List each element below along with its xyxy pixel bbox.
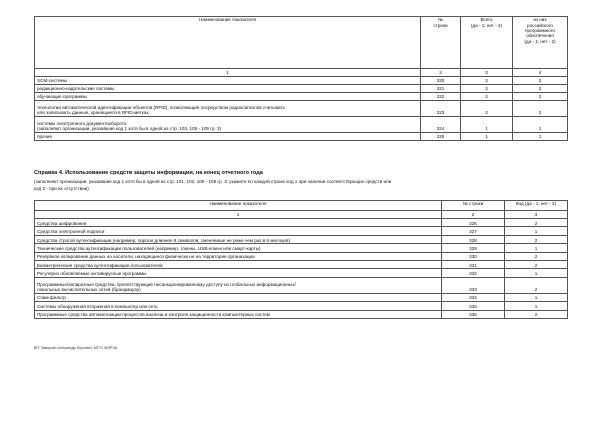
table2-header-code: Код (да - 1; нет - 2) bbox=[505, 201, 568, 211]
table1-cell-line: 323 bbox=[421, 101, 461, 117]
table2-cell-code: 2 bbox=[505, 252, 568, 260]
table2-colnum: 2 bbox=[442, 211, 505, 219]
table1-header-name: Наименование показателя bbox=[35, 17, 421, 69]
table2-cell-line: 326 bbox=[442, 219, 505, 227]
table2-cell-name: Биометрические средства аутентификации пользователей bbox=[35, 260, 442, 268]
table1-cell-total: 1 bbox=[461, 117, 513, 133]
table2-cell-line: 330 bbox=[442, 252, 505, 260]
table2-row bbox=[35, 269, 568, 277]
table1-row bbox=[35, 101, 568, 117]
table2-cell-code: 1 bbox=[505, 293, 568, 301]
table2-cell-name: Средства шифрования bbox=[35, 219, 442, 227]
table2-cell-line: 335 bbox=[442, 302, 505, 310]
table1-cell-russian: 2 bbox=[513, 93, 568, 101]
table1-cell-line: 321 bbox=[421, 85, 461, 93]
table1-cell-name: прочие bbox=[35, 133, 421, 141]
table2-row bbox=[35, 277, 568, 293]
table2-cell-name: Регулярно обновляемые антивирусные программы bbox=[35, 269, 442, 277]
section-title: Справка 4. Использование средств защиты информации, на конец отчетного года bbox=[34, 170, 263, 176]
table2-row bbox=[35, 310, 568, 318]
table2-cell-line: 333 bbox=[442, 277, 505, 293]
table1-row bbox=[35, 77, 568, 85]
table1-header-total: Всего (да - 1; нет - 2) bbox=[461, 17, 513, 69]
table1-cell-russian: 2 bbox=[513, 101, 568, 117]
table1-cell-total: 2 bbox=[461, 93, 513, 101]
table2-cell-code: 1 bbox=[505, 302, 568, 310]
table1-cell-russian: 2 bbox=[513, 85, 568, 93]
table1-cell-line: 325 bbox=[421, 133, 461, 141]
table2-cell-code: 1 bbox=[505, 227, 568, 235]
table2-row bbox=[35, 302, 568, 310]
table1-cell-name: редакционно-издательские системы bbox=[35, 85, 421, 93]
table2-cell-code: 2 bbox=[505, 235, 568, 243]
table2-cell-code: 2 bbox=[505, 310, 568, 318]
table2-cell-name: Системы обнаружения вторжения в компьютер или сеть bbox=[35, 302, 442, 310]
table2-cell-name: Программные/аппаратные средства, препятствующие несанкционированному доступу из глобальных информационных/ локальных вычислительных сетей (брандмауэр) bbox=[35, 277, 442, 293]
table1-cell-name: обучающие программы bbox=[35, 93, 421, 101]
table2-cell-line: 327 bbox=[442, 227, 505, 235]
table2-cell-code: 1 bbox=[505, 244, 568, 252]
table1-cell-russian: 1 bbox=[513, 133, 568, 141]
table2-cell-name: Средства электронной подписи bbox=[35, 227, 442, 235]
table1-colnum: 4 bbox=[513, 69, 568, 77]
table1-colnum-row bbox=[35, 69, 568, 77]
table1-cell-line: 322 bbox=[421, 93, 461, 101]
table1-cell-line: 324 bbox=[421, 117, 461, 133]
table1-colnum: 1 bbox=[35, 69, 421, 77]
table2-cell-code: 2 bbox=[505, 219, 568, 227]
table1-cell-russian: 1 bbox=[513, 117, 568, 133]
table2-cell-line: 331 bbox=[442, 260, 505, 268]
table2-cell-name: Спам-фильтр bbox=[35, 293, 442, 301]
table2-header-row bbox=[35, 201, 568, 211]
table2-cell-line: 336 bbox=[442, 310, 505, 318]
table2-colnum: 3 bbox=[505, 211, 568, 219]
table2-row bbox=[35, 252, 568, 260]
table1-row bbox=[35, 93, 568, 101]
table2-row bbox=[35, 244, 568, 252]
table1-cell-line: 320 bbox=[421, 77, 461, 85]
table1-colnum: 2 bbox=[421, 69, 461, 77]
table2-cell-line: 334 bbox=[442, 293, 505, 301]
table1-cell-russian: 2 bbox=[513, 77, 568, 85]
table2-row bbox=[35, 235, 568, 243]
table2-cell-code: 1 bbox=[505, 269, 568, 277]
table2-cell-line: 332 bbox=[442, 269, 505, 277]
table1-colnum: 3 bbox=[461, 69, 513, 77]
table2-row bbox=[35, 227, 568, 235]
table2-cell-name: Программные средства автоматизации процессов анализа и контроля защищенности компьютерных систем bbox=[35, 310, 442, 318]
table1-cell-name: SCM-системы bbox=[35, 77, 421, 85]
table2-cell-code: 2 bbox=[505, 277, 568, 293]
table1-cell-total: 2 bbox=[461, 85, 513, 93]
section-subtitle: (заполняют организации, указавшие код 1 хотя бы в одной из стр. 101, 102, 105 - 108 гр. 3; укажите по каждой строке код 1 при наличии соответствующих средств или код 2 - при их отсутствии) bbox=[34, 179, 392, 191]
table1-cell-name: технологии автоматической идентификации объектов (RFID), позволяющие посредством радиосигналов считывать или записывать данные, хранящиеся в RFID-метках bbox=[35, 101, 421, 117]
table2-colnum-row bbox=[35, 211, 568, 219]
table1-header-row bbox=[35, 17, 568, 69]
table1-header-line: № строки bbox=[421, 17, 461, 69]
table2-row bbox=[35, 219, 568, 227]
table2-colnum: 1 bbox=[35, 211, 442, 219]
table2-header-line: № строки bbox=[442, 201, 505, 211]
table1-row bbox=[35, 85, 568, 93]
table2-cell-line: 328 bbox=[442, 235, 505, 243]
table1-cell-name: системы электронного документооборота (заполняют организации, указавшие код 1 хотя бы в одной из стр. 103, 105 - 109 гр. 3) bbox=[35, 117, 421, 133]
table1-row bbox=[35, 133, 568, 141]
table2-cell-name: Резервное копирование данных на носители, находящиеся физически не на территории организации bbox=[35, 252, 442, 260]
table1-row bbox=[35, 117, 568, 133]
table2-cell-name: Технические средства аутентификации пользователей (например, токены, USB-ключи или смарт-карты) bbox=[35, 244, 442, 252]
table2-cell-name: Средства строгой аутентификации (например, пароли длиннее 8 символов, сменяемые не реже чем раз в 6 месяцев) bbox=[35, 235, 442, 243]
security-table bbox=[34, 200, 568, 319]
footer-note: ВП: Заворзин Александр Юрьевич, МГТУ МИРЭА bbox=[34, 346, 118, 350]
table2-row bbox=[35, 293, 568, 301]
table1-cell-total: 1 bbox=[461, 133, 513, 141]
software-table bbox=[34, 16, 568, 141]
table2-cell-line: 329 bbox=[442, 244, 505, 252]
table2-row bbox=[35, 260, 568, 268]
table1-cell-total: 2 bbox=[461, 77, 513, 85]
table1-cell-total: 2 bbox=[461, 101, 513, 117]
table2-header-name: Наименование показателя bbox=[35, 201, 442, 211]
table2-cell-code: 2 bbox=[505, 260, 568, 268]
table1-header-russian: из них российского программного обеспечения (да - 1; нет - 2) bbox=[513, 17, 568, 69]
